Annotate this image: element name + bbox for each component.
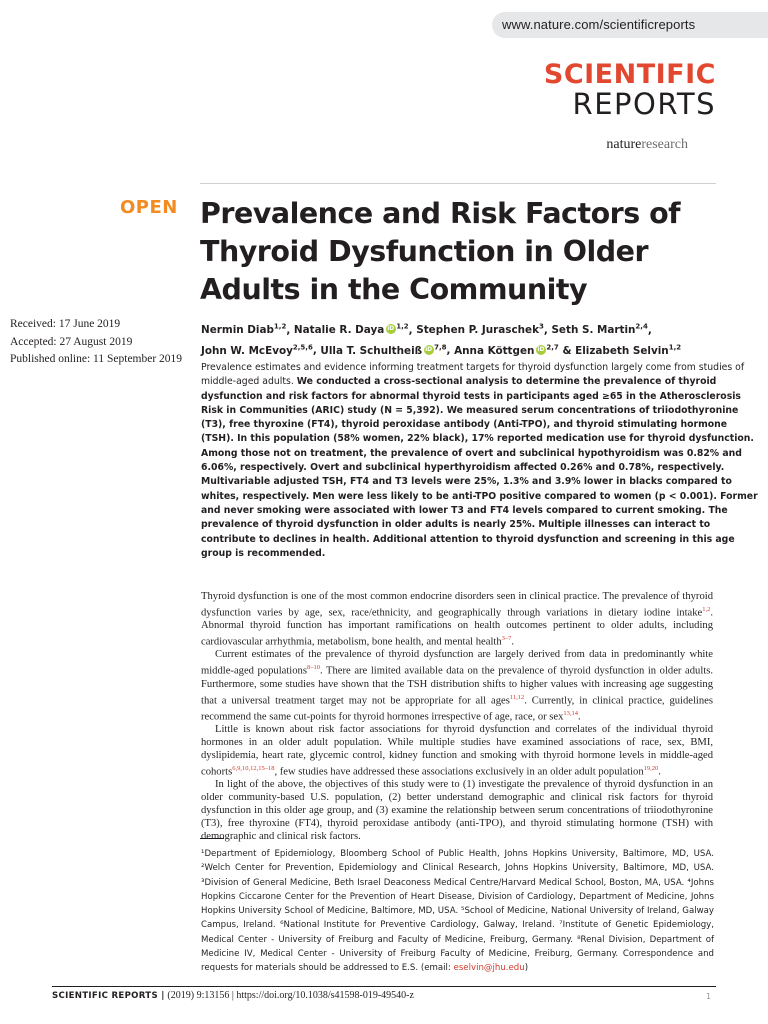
paragraph-text: . bbox=[511, 636, 515, 648]
author-list bbox=[201, 319, 761, 360]
author-separator: , bbox=[647, 324, 652, 337]
paragraph-text: . bbox=[658, 766, 661, 778]
accepted-date: Accepted: 27 August 2019 bbox=[10, 335, 133, 348]
author-separator: , bbox=[543, 324, 552, 337]
article-body bbox=[201, 591, 713, 843]
orcid-icon[interactable] bbox=[536, 345, 546, 355]
author-separator: , bbox=[286, 324, 294, 337]
journal-logo-reports: REPORTS bbox=[572, 87, 716, 121]
header-divider bbox=[200, 183, 716, 184]
body-paragraph bbox=[201, 724, 713, 779]
article-dates bbox=[10, 316, 182, 369]
author-affiliation-sup: 2,7 bbox=[546, 343, 559, 352]
author-name-text: Nermin Diab bbox=[201, 324, 274, 337]
paragraph-text: In light of the above, the objectives of this study were to (1) investigate the prevalence of thyroid dysfunction in an older community-based U.S. population, (2) better understand demographic and clinical risk factors for thyroid dysfunction in this older age group, and (3) examine the relationship between serum concentrations of triiodothyronine (T3), free thyroxine (FT4), thyroid peroxidase antibody (anti-TPO), and thyroid stimulating hormone (TSH) with demographic and clinical risk factors. bbox=[201, 779, 713, 842]
journal-url[interactable]: www.nature.com/scientificreports bbox=[492, 12, 768, 38]
author-name[interactable] bbox=[320, 345, 446, 357]
publisher-logo bbox=[606, 137, 688, 153]
article-title: Prevalence and Risk Factors of Thyroid Dysfunction in Older Adults in the Community bbox=[200, 197, 681, 306]
author-name-text: Natalie R. Daya bbox=[293, 324, 385, 337]
citation-ref[interactable]: 3–7 bbox=[501, 635, 512, 643]
author-separator: , bbox=[312, 344, 321, 357]
affiliations bbox=[201, 847, 714, 976]
footer-citation[interactable]: (2019) 9:13156 | https://doi.org/10.1038/s41598-019-49540-z bbox=[167, 990, 414, 1001]
page-number: 1 bbox=[706, 992, 712, 1001]
citation-ref[interactable]: 6,9,10,12,15–18 bbox=[232, 764, 275, 772]
author-separator: , bbox=[446, 344, 455, 357]
received-date: Received: 17 June 2019 bbox=[10, 318, 121, 330]
orcid-icon[interactable] bbox=[424, 345, 434, 355]
paragraph-text: Little is known about risk factor associations for thyroid dysfunction and correlates of the individual thyroid hormones in an older adult population. While multiple studies have examined associations of race, sex, BMI, dyslipidemia, heart rate, glycemic control, kidney function and smoking with thyroid hormone levels in middle-aged cohorts bbox=[201, 724, 713, 778]
author-name[interactable] bbox=[562, 345, 681, 357]
paragraph-text: . Abnormal thyroid function has important ramifications on health outcomes pertinent to older adults, including cardiovascular arrhythmia, metabolism, bone health, and mental health bbox=[201, 607, 713, 648]
author-affiliation-sup: 2,4 bbox=[635, 323, 648, 331]
journal-logo-scientific: SCIENTIFIC bbox=[543, 59, 716, 90]
paragraph-text: Thyroid dysfunction is one of the most common endocrine disorders seen in clinical practice. The prevalence of thyroid dysfunction varies by age, sex, race/ethnicity, and geographically through variations in dietary iodine intake bbox=[201, 591, 713, 619]
citation-ref[interactable]: 1,2 bbox=[702, 605, 711, 613]
citation-ref[interactable]: 11,12 bbox=[509, 693, 525, 701]
author-affiliation-sup: 2,5,6 bbox=[292, 343, 313, 352]
body-paragraph bbox=[201, 649, 713, 724]
author-name-text: Seth S. Martin bbox=[551, 324, 636, 337]
paragraph-text: . bbox=[578, 711, 581, 723]
open-access-label: OPEN bbox=[120, 197, 178, 218]
author-name-text: Stephen P. Juraschek bbox=[416, 324, 539, 337]
author-affiliation-sup: 1,2 bbox=[396, 323, 409, 331]
author-name[interactable] bbox=[201, 345, 313, 357]
paragraph-text: . Currently, in clinical practice, guidelines recommend the same cut-points for thyroid hormones irrespective of age, race, or sex bbox=[201, 695, 713, 723]
author-name-text: Anna Köttgen bbox=[454, 344, 535, 357]
author-name[interactable] bbox=[294, 324, 409, 336]
citation-ref[interactable]: 8–10 bbox=[306, 664, 320, 672]
author-affiliation-sup: 1,2 bbox=[668, 343, 682, 352]
publisher-logo-part2: research bbox=[641, 137, 688, 152]
author-name[interactable] bbox=[551, 324, 647, 336]
body-paragraph bbox=[201, 779, 713, 843]
author-name[interactable] bbox=[454, 345, 559, 357]
author-name[interactable] bbox=[416, 324, 544, 336]
affiliations-text: ¹Department of Epidemiology, Bloomberg School of Public Health, Johns Hopkins University, Baltimore, MD, USA. ²Welch Center for Prevention, Epidemiology and Clinical Research, Johns Hopkins University, Baltimore, MD, USA. ³Division of General Medicine, Beth Israel Deaconess Medical Centre/Harvard Medical School, Boston, MA, USA. ⁴Johns Hopkins Ciccarone Center for the Prevention of Heart Disease, Division of Cardiology, Department of Medicine, Johns Hopkins University School of Medicine, Baltimore, MD, USA. ⁵School of Medicine, National University of Ireland, Galway Campus, Ireland. ⁶National Institute for Preventive Cardiology, Galway, Ireland. ⁷Institute of Genetic Epidemiology, Medical Center - University of Freiburg and Faculty of Medicine, Freiburg, Germany. ⁸Renal Division, Department of Medicine IV, Medical Center - University of Freiburg Faculty of Medicine, Freiburg, Germany. Correspondence and requests for materials should be addressed to E.S. (email: bbox=[201, 849, 714, 974]
author-separator: , bbox=[408, 324, 417, 337]
author-name-text: John W. McEvoy bbox=[201, 344, 293, 357]
author-affiliation-sup: 3 bbox=[539, 323, 544, 331]
citation-ref[interactable]: 13,14 bbox=[563, 709, 579, 717]
footer-divider bbox=[52, 986, 716, 987]
body-paragraph bbox=[201, 591, 713, 649]
abstract bbox=[201, 361, 761, 561]
affiliations-end: ) bbox=[524, 963, 529, 974]
abstract-body: We conducted a cross-sectional analysis to determine the prevalence of thyroid dysfunction and risk factors for abnormal thyroid tests in participants aged ≥65 in the Atherosclerosis Risk in Communities (ARIC) study (N = 5,392). We measured serum concentrations of triiodothyronine (T3), free thyroxine (FT4), thyroid peroxidase antibody (Anti-TPO), and thyroid stimulating hormone (TSH). In this population (58% women, 22% black), 17% reported medication use for thyroid dysfunction. Among those not on treatment, the prevalence of overt and subclinical hypothyroidism was 0.82% and 6.06%, respectively. Overt and subclinical hyperthyroidism affected 0.26% and 0.78%, respectively. Multivariable adjusted TSH, FT4 and T3 levels were 25%, 1.3% and 3.9% lower in blacks compared to whites, respectively. Men were less likely to be anti-TPO positive compared to women (p < 0.001). Former and never smoking were associated with lower T3 and FT4 levels compared to current smoking. The prevalence of thyroid dysfunction in older adults is nearly 25%. Multiple illnesses can interact to contribute to declines in health. Additional attention to thyroid dysfunction and screening in this age group is recommended. bbox=[201, 376, 758, 559]
published-date: Published online: 11 September 2019 bbox=[10, 353, 183, 365]
orcid-icon[interactable] bbox=[386, 324, 396, 334]
author-name-text: & Elizabeth Selvin bbox=[562, 344, 669, 357]
publisher-logo-part1: nature bbox=[606, 137, 642, 152]
citation-ref[interactable]: 19,20 bbox=[643, 764, 659, 772]
paragraph-text: . There are limited available data on the prevalence of thyroid dysfunction in older adults. Furthermore, some studies have shown that the TSH distribution shifts to higher values with increasing age suggesting that a universal treatment target may not be appropriate for all ages bbox=[201, 665, 713, 707]
page-footer bbox=[52, 990, 414, 1001]
corresponding-email-link[interactable]: eselvin@jhu.edu bbox=[453, 963, 525, 974]
abstract-intro: Prevalence estimates and evidence informing treatment targets for thyroid dysfunction largely come from studies of middle-aged adults. bbox=[201, 362, 745, 388]
author-name-text: Ulla T. Schultheiß bbox=[320, 344, 423, 357]
author-name[interactable] bbox=[201, 324, 286, 336]
author-affiliation-sup: 7,8 bbox=[434, 343, 447, 352]
affiliations-divider bbox=[200, 838, 224, 839]
paragraph-text: Current estimates of the prevalence of thyroid dysfunction are largely derived from data in predominantly white middle-aged populations bbox=[201, 649, 713, 677]
paragraph-text: , few studies have addressed these associations exclusively in an older adult population bbox=[274, 766, 644, 778]
author-affiliation-sup: 1,2 bbox=[273, 323, 287, 331]
footer-journal-name: SCIENTIFIC REPORTS | bbox=[52, 991, 165, 1001]
